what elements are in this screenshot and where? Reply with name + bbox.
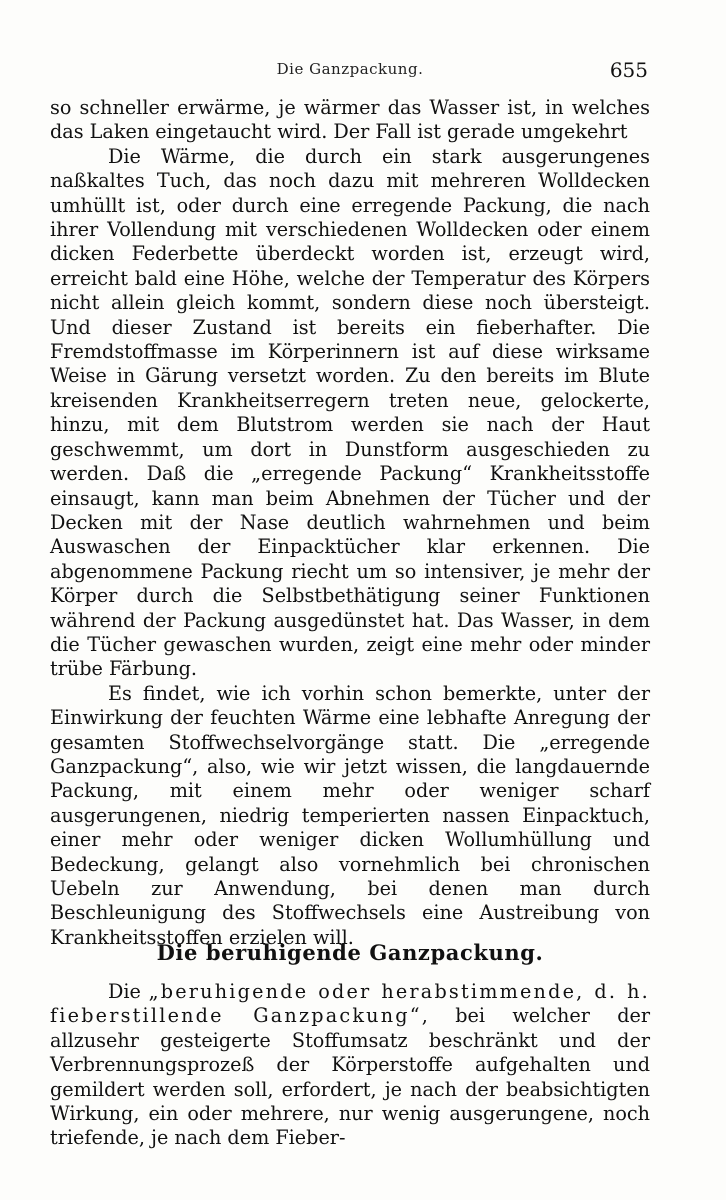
paragraph-lead: Die: [108, 980, 149, 1003]
paragraph-rest: , bei welcher der allzusehr gesteigerte Stoffumsatz beschränkt und der Verbrennungsprozeß der Körperstoffe aufgehalten und gemildert werden soll, erfordert, je nach der beabsichtigten Wirkung, ein oder mehrere, nur wenig ausgerungene, noch triefende, je nach dem Fieber-: [50, 1004, 651, 1150]
paragraph-metabolism: Es findet, wie ich vorhin schon bemerkte, unter der Einwirkung der feuchten Wärme eine lebhafte Anregung der gesamten Stoffwechselvorgänge statt. Die „erregende Ganzpackung“, also, wie wir jetzt wissen, die langdauernde Packung, mit einem mehr oder weniger scharf ausgerungenen, niedrig temperierten nassen Einpacktuch, einer mehr oder weniger dicken Wollumhüllung und Bedeckung, gelangt also vornehmlich bei chronischen Uebeln zur Anwendung, bei denen man durch Beschleunigung des Stoffwechsels eine Austreibung von Krankheitsstoffen erzielen will.: [50, 681, 650, 949]
spaced-term: „beruhigende oder herabstimmende, d. h. fieberstillende Ganzpackung“: [50, 980, 650, 1028]
main-text-block: [50, 96, 650, 950]
paragraph-warmth: Die Wärme, die durch ein stark ausgerungenes naßkaltes Tuch, das noch dazu mit mehreren Wolldecken umhüllt ist, oder durch eine erregende Packung, die nach ihrer Vollendung mit verschiedenen Wolldecken oder einem dicken Federbette überdeckt worden ist, erzeugt wird, erreicht bald eine Höhe, welche der Temperatur des Körpers nicht allein gleich kommt, sondern diese noch übersteigt. Und dieser Zustand ist bereits ein fieberhafter. Die Fremdstoffmasse im Körperinnern ist auf diese wirksame Weise in Gärung versetzt worden. Zu den bereits im Blute kreisenden Krankheitserregern treten neue, gelockerte, hinzu, mit dem Blutstrom werden sie nach der Haut geschwemmt, um dort in Dunstform ausgeschieden zu werden. Daß die „erregende Packung“ Krankheitsstoffe einsaugt, kann man beim Abnehmen der Tücher und der Decken mit der Nase deutlich wahrnehmen und beim Auswaschen der Einpacktücher klar erkennen. Die abgenommene Packung riecht um so intensiver, je mehr der Körper durch die Selbstbethätigung seiner Funktionen während der Packung ausgedünstet hat. Das Wasser, in dem die Tücher gewaschen wurden, zeigt eine mehr oder minder trübe Färbung.: [50, 144, 650, 681]
section-text-block: [50, 980, 650, 1151]
paragraph-continuation: so schneller erwärme, je wärmer das Wasser ist, in welches das Laken eingetaucht wird. Der Fall ist gerade umgekehrt: [50, 96, 650, 144]
paragraph-calming-pack: [50, 980, 650, 1151]
page-header: [52, 58, 648, 84]
page-number: 655: [609, 58, 648, 82]
section-heading: Die beruhigende Ganzpackung.: [156, 940, 544, 965]
running-title: Die Ganzpackung.: [276, 60, 424, 78]
